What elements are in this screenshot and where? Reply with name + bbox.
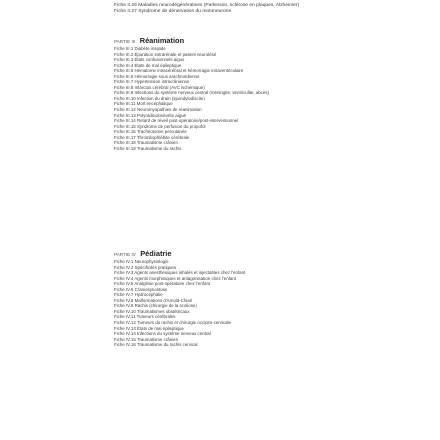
toc-entry: Fiche IV.7 Hydrocéphalie	[114, 292, 163, 298]
toc-entry: Fiche IV.1 Neurophysiologie	[114, 259, 169, 264]
section-title: Pédiatrie	[140, 249, 172, 258]
continued-entries	[114, 3, 414, 15]
toc-entry: Fiche III.16 Trachéotomie percutanée	[114, 129, 187, 135]
toc-entry: Fiche III.4 États de mal épileptique	[114, 62, 182, 68]
toc-entry: Fiche III.19 Traumatisme du rachis	[114, 145, 182, 151]
toc-entry: Fiche IV.3 Agents anesthésiques inhalés et injectables chez l'enfant	[114, 270, 246, 276]
toc-entry: Fiche IV.16 Traumatisme du rachis cervical	[114, 342, 198, 348]
toc-entry: Fiche III.8 Infarctus cérébral (AVC ischémique)	[114, 84, 205, 90]
toc-entry: Fiche IV.6 Craniosynostose	[114, 286, 168, 292]
toc-entry: Fiche III.15 Syndrome de perfusion du propofol	[114, 123, 206, 129]
toc-list	[114, 259, 414, 348]
toc-entry: Fiche IV.15 Traumatisme crânien	[114, 336, 179, 342]
toc-entry: Fiche IV.4 Agents morphiniques et antagonisation chez l'enfant	[114, 275, 236, 281]
toc-list	[114, 46, 414, 151]
section-pediatrie	[114, 247, 414, 348]
toc-entry: Fiche III.1 Diabète insipide	[114, 46, 166, 51]
section-heading	[114, 34, 414, 46]
toc-entry: Fiche IV.11 Tumeurs cérébrales	[114, 314, 176, 320]
section-heading	[114, 247, 414, 259]
section-part-label: PARTIE IV	[114, 252, 136, 257]
toc-entry: Fiche III.18 Traumatisme crânien	[114, 140, 178, 146]
toc-entry: Fiche III.12 Neuromyopathies de réanimation	[114, 107, 202, 113]
toc-entry: Fiche III.9 Infections du système nerveux central (méningite, ventriculite, abcès)	[114, 90, 269, 96]
toc-entry: Fiche IV.2 Spécificités pratiques	[114, 264, 177, 270]
toc-entry: Fiche III.6 Hémorragie sous arachnoïdienne	[114, 73, 200, 79]
toc-entry: Fiche III.13 Polyradiculonévrite aiguë	[114, 112, 186, 118]
toc-entry: Fiche III.10 Infection du drain (spondylodiscite)	[114, 95, 205, 101]
toc-entry: Fiche III.14 Retard de réveil post-opératoire/post-interventionnel	[114, 118, 239, 124]
toc-entry: Fiche III.2 Épuration extrarénale et patient neurolésé	[114, 51, 217, 57]
toc-entry: Fiche III.17 Thrombophlébite cérébrale	[114, 134, 190, 140]
toc-entry: Fiche IV.12 Tumeurs du rachis et chirurgie occipito-cervicale	[114, 320, 231, 326]
toc-entry: Fiche IV.5 Analgésie post-opératoire chez l'enfant	[114, 281, 211, 287]
toc-entry: Fiche II.26 Maladies neurodégénératives (Parkinson, sclérose en plaques, Alzheimer)	[114, 3, 300, 8]
toc-entry: Fiche III.11 Mort encéphalique	[114, 101, 173, 107]
toc-entry: Fiche IV.14 Infections du système nerveux central	[114, 331, 211, 337]
toc-entry: Fiche IV.8 Malformations d'Arnold-Chiari	[114, 297, 193, 303]
section-title: Réanimation	[139, 36, 185, 45]
toc-entry: Fiche III.5 Hématome intracérébral et hémorragie intraventriculaire	[114, 68, 244, 74]
toc-entry: Fiche IV.10 Traumatismes obstétricaux	[114, 308, 190, 314]
section-reanimation	[114, 34, 414, 151]
toc-entry: Fiche IV.13 États de mal épileptique	[114, 325, 184, 331]
toc-entry: Fiche II.27 Syndrome de dénervation du motoneurone	[114, 8, 232, 14]
toc-entry: Fiche III.7 Hypertension intracrânienne	[114, 79, 190, 85]
toc-entry: Fiche IV.9 Rachis (chirurgie de la scoliose)	[114, 303, 197, 309]
section-part-label: PARTIE III	[114, 39, 136, 44]
toc-entry: Fiche III.3 États confusionnels aigus	[114, 57, 185, 63]
